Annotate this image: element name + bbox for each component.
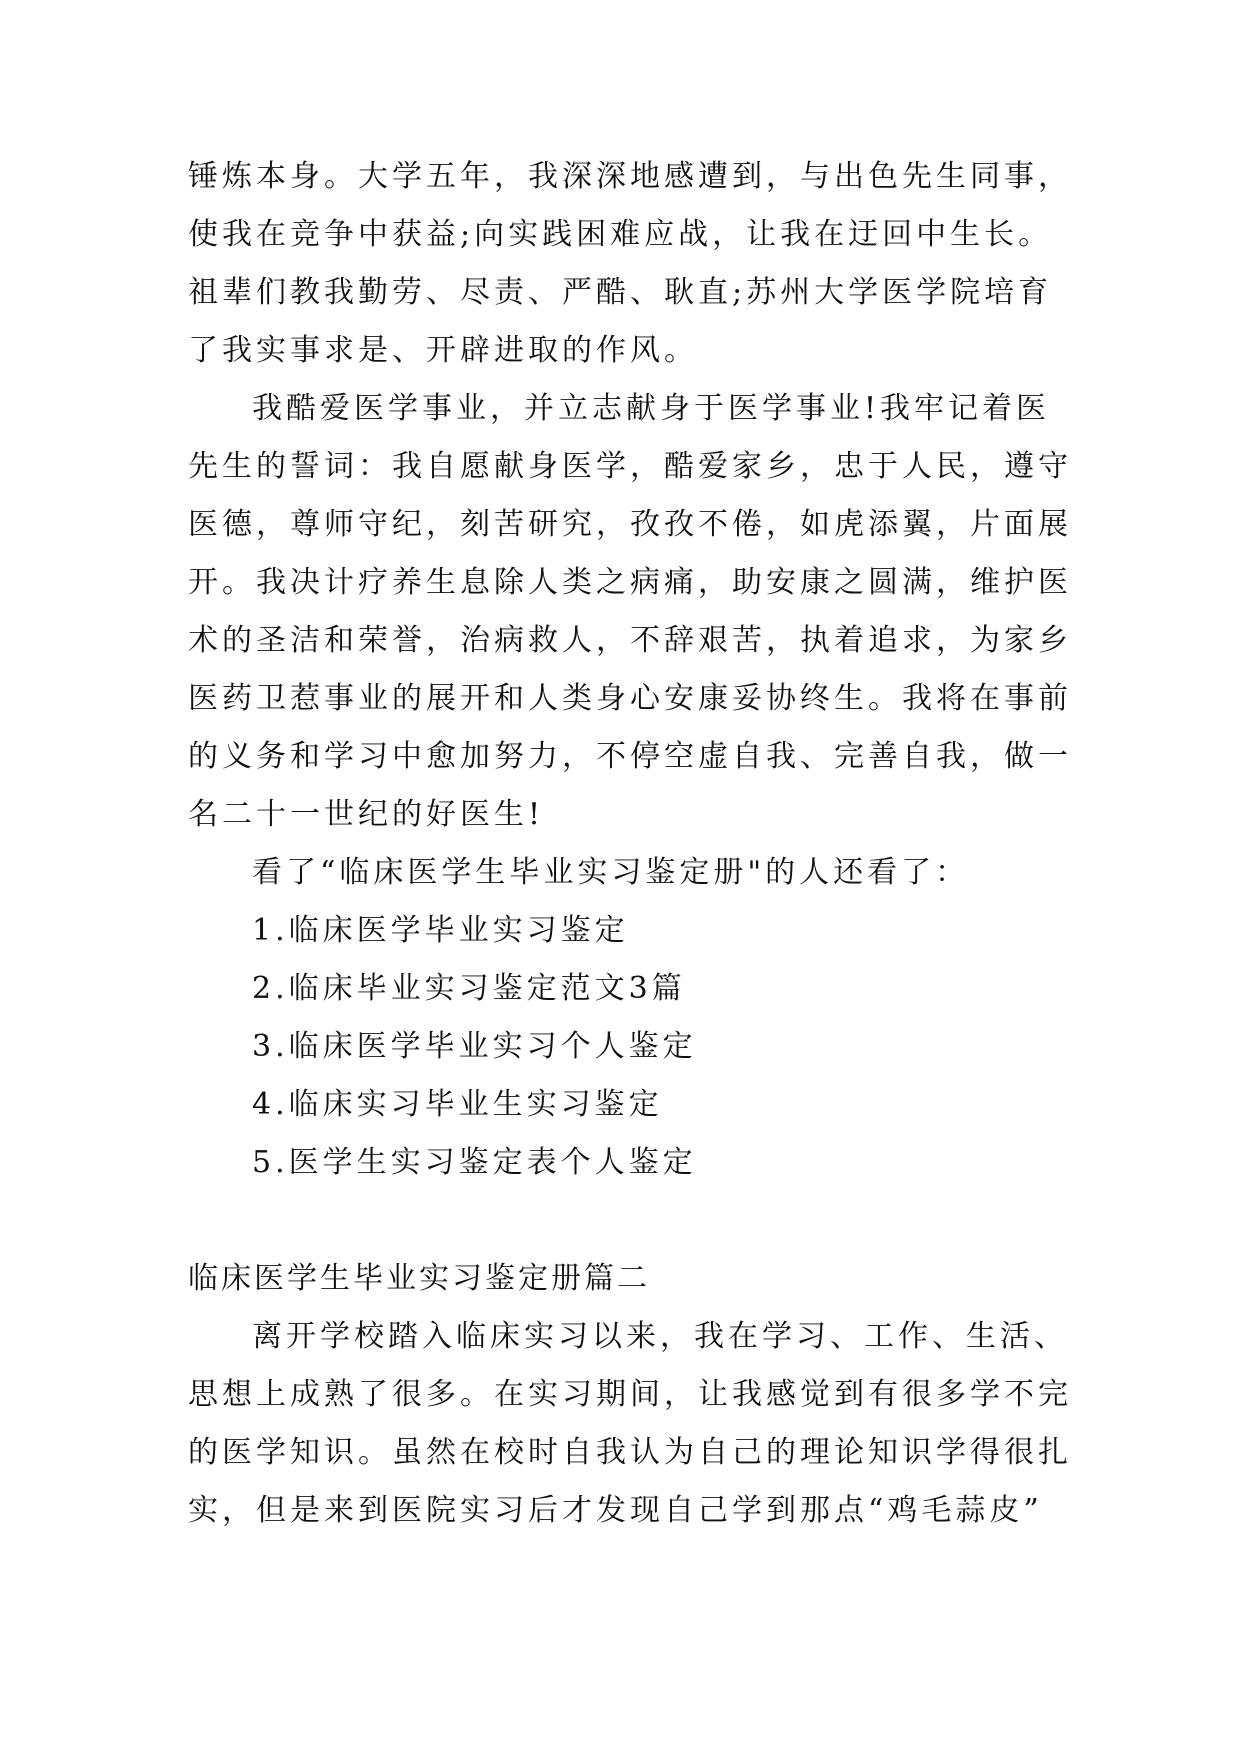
- paragraph-2-line: 开。我决计疗养生息除人类之病痛，助安康之圆满，维护医: [188, 565, 1072, 600]
- related-item-link[interactable]: 5.医学生实习鉴定表个人鉴定: [252, 1145, 697, 1180]
- paragraph-1: [188, 148, 1072, 380]
- document-body: [188, 148, 1072, 1540]
- paragraph-2: [188, 380, 1072, 844]
- paragraph-3-line: 实，但是来到医院实习后才发现自己学到那点“鸡毛蒜皮”: [188, 1493, 1043, 1528]
- section-spacer: [188, 1192, 1068, 1250]
- related-item-link[interactable]: 2.临床毕业实习鉴定范文3篇: [252, 971, 686, 1006]
- paragraph-2-line: 术的圣洁和荣誉，治病救人，不辞艰苦，执着追求，为家乡: [188, 623, 1072, 658]
- paragraph-3-line: 思想上成熟了很多。在实习期间，让我感觉到有很多学不完: [188, 1377, 1072, 1412]
- paragraph-2-line: 我酷爱医学事业，并立志献身于医学事业!我牢记着医: [252, 391, 1051, 426]
- paragraph-2-line: 的义务和学习中愈加努力，不停空虚自我、完善自我，做一: [188, 739, 1072, 774]
- paragraph-1-line: 祖辈们教我勤劳、尽责、严酷、耿直;苏州大学医学院培育: [188, 275, 1053, 310]
- section-heading: 临床医学生毕业实习鉴定册篇二: [188, 1261, 650, 1296]
- paragraph-2-line: 名二十一世纪的好医生!: [188, 797, 545, 832]
- paragraph-3-line: 离开学校踏入临床实习以来，我在学习、工作、生活、: [252, 1319, 1068, 1354]
- related-item-link[interactable]: 4.临床实习毕业生实习鉴定: [252, 1087, 663, 1122]
- paragraph-2-line: 医德，尊师守纪，刻苦研究，孜孜不倦，如虎添翼，片面展: [188, 507, 1072, 542]
- paragraph-1-line: 了我实事求是、开辟进取的作风。: [188, 333, 698, 368]
- paragraph-2-line: 医药卫惹事业的展开和人类身心安康妥协终生。我将在事前: [188, 681, 1072, 716]
- related-item-link[interactable]: 3.临床医学毕业实习个人鉴定: [252, 1029, 697, 1064]
- paragraph-1-line: 锤炼本身。大学五年，我深深地感遭到，与出色先生同事，: [188, 159, 1072, 194]
- related-intro: 看了“临床医学生毕业实习鉴定册"的人还看了：: [252, 855, 970, 890]
- paragraph-3-line: 的医学知识。虽然在校时自我认为自己的理论知识学得很扎: [188, 1435, 1072, 1470]
- paragraph-2-line: 先生的誓词：我自愿献身医学，酷爱家乡，忠于人民，遵守: [188, 449, 1072, 484]
- related-item-link[interactable]: 1.临床医学毕业实习鉴定: [252, 913, 629, 948]
- paragraph-3: [188, 1308, 1072, 1540]
- paragraph-1-line: 使我在竞争中获益;向实践困难应战，让我在迂回中生长。: [188, 217, 1053, 252]
- related-articles: [188, 844, 1068, 1192]
